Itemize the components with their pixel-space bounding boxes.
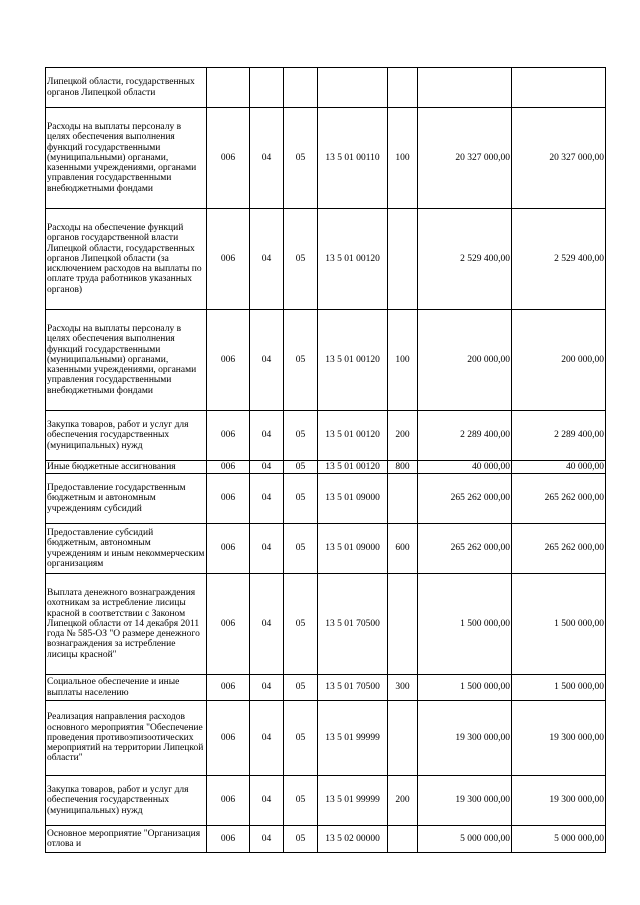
ministry-code: 006 — [207, 701, 250, 776]
expense-type — [388, 701, 418, 776]
target-article: 13 5 01 00120 — [318, 461, 388, 474]
subsection-code: 05 — [284, 461, 318, 474]
section-code: 04 — [250, 826, 284, 853]
subsection-code: 05 — [284, 524, 318, 574]
table-row — [46, 701, 606, 776]
expense-type: 600 — [388, 524, 418, 574]
amount-2: 2 289 400,00 — [512, 411, 606, 461]
amount-2: 1 500 000,00 — [512, 574, 606, 675]
table-row — [46, 68, 606, 108]
target-article — [318, 68, 388, 108]
table-row — [46, 574, 606, 675]
section-code: 04 — [250, 474, 284, 524]
row-name: Расходы на выплаты персоналу в целях обеспечения выполнения функций государственными (муниципальными) органами, казенными учреждениями, органами управления государственными внебюджетными фондами — [46, 310, 207, 411]
amount: 20 327 000,00 — [418, 108, 512, 209]
row-name: Закупка товаров, работ и услуг для обеспечения государственных (муниципальных) нужд — [46, 776, 207, 826]
expense-type — [388, 826, 418, 853]
section-code: 04 — [250, 411, 284, 461]
table-row — [46, 411, 606, 461]
subsection-code: 05 — [284, 474, 318, 524]
ministry-code: 006 — [207, 411, 250, 461]
table-row — [46, 108, 606, 209]
amount-2: 1 500 000,00 — [512, 675, 606, 701]
row-name: Закупка товаров, работ и услуг для обеспечения государственных (муниципальных) нужд — [46, 411, 207, 461]
section-code: 04 — [250, 524, 284, 574]
ministry-code: 006 — [207, 461, 250, 474]
row-name: Расходы на обеспечение функций органов государственной власти Липецкой области, государственных органов Липецкой области (за исключением расходов на выплаты по оплате труда работников указанных органов) — [46, 209, 207, 310]
subsection-code: 05 — [284, 776, 318, 826]
expense-type: 800 — [388, 461, 418, 474]
amount: 2 289 400,00 — [418, 411, 512, 461]
ministry-code: 006 — [207, 574, 250, 675]
subsection-code: 05 — [284, 574, 318, 675]
amount-2: 19 300 000,00 — [512, 776, 606, 826]
target-article: 13 5 01 70500 — [318, 675, 388, 701]
section-code: 04 — [250, 461, 284, 474]
expense-type — [388, 474, 418, 524]
row-name: Основное мероприятие "Организация отлова и — [46, 826, 207, 853]
amount-2: 40 000,00 — [512, 461, 606, 474]
amount: 2 529 400,00 — [418, 209, 512, 310]
amount-2: 265 262 000,00 — [512, 524, 606, 574]
amount: 5 000 000,00 — [418, 826, 512, 853]
target-article: 13 5 01 09000 — [318, 524, 388, 574]
subsection-code: 05 — [284, 826, 318, 853]
amount-2: 200 000,00 — [512, 310, 606, 411]
target-article: 13 5 01 99999 — [318, 701, 388, 776]
section-code: 04 — [250, 209, 284, 310]
section-code: 04 — [250, 675, 284, 701]
amount-2 — [512, 68, 606, 108]
subsection-code: 05 — [284, 675, 318, 701]
amount-2: 265 262 000,00 — [512, 474, 606, 524]
amount-2: 5 000 000,00 — [512, 826, 606, 853]
table-body — [46, 68, 606, 853]
ministry-code: 006 — [207, 108, 250, 209]
target-article: 13 5 01 00120 — [318, 411, 388, 461]
ministry-code: 006 — [207, 474, 250, 524]
row-name: Реализация направления расходов основного мероприятия "Обеспечение проведения противоэпизоотических мероприятий на территории Липецкой области" — [46, 701, 207, 776]
section-code: 04 — [250, 310, 284, 411]
ministry-code: 006 — [207, 776, 250, 826]
row-name: Расходы на выплаты персоналу в целях обеспечения выполнения функций государственными (муниципальными) органами, казенными учреждениями, органами управления государственными внебюджетными фондами — [46, 108, 207, 209]
table-row — [46, 461, 606, 474]
subsection-code: 05 — [284, 701, 318, 776]
expense-type — [388, 209, 418, 310]
target-article: 13 5 01 09000 — [318, 474, 388, 524]
amount: 265 262 000,00 — [418, 524, 512, 574]
subsection-code: 05 — [284, 411, 318, 461]
row-name: Предоставление государственным бюджетным и автономным учреждениям субсидий — [46, 474, 207, 524]
subsection-code: 05 — [284, 108, 318, 209]
row-name: Липецкой области, государственных органов Липецкой области — [46, 68, 207, 108]
target-article: 13 5 01 99999 — [318, 776, 388, 826]
row-name: Предоставление субсидий бюджетным, автономным учреждениям и иным некоммерческим организациям — [46, 524, 207, 574]
section-code: 04 — [250, 776, 284, 826]
target-article: 13 5 01 00120 — [318, 310, 388, 411]
amount — [418, 68, 512, 108]
amount: 1 500 000,00 — [418, 574, 512, 675]
subsection-code: 05 — [284, 209, 318, 310]
table-row — [46, 209, 606, 310]
subsection-code — [284, 68, 318, 108]
amount: 19 300 000,00 — [418, 776, 512, 826]
target-article: 13 5 02 00000 — [318, 826, 388, 853]
amount: 40 000,00 — [418, 461, 512, 474]
expense-type: 100 — [388, 108, 418, 209]
section-code: 04 — [250, 701, 284, 776]
amount-2: 19 300 000,00 — [512, 701, 606, 776]
amount: 1 500 000,00 — [418, 675, 512, 701]
table-row — [46, 524, 606, 574]
section-code — [250, 68, 284, 108]
target-article: 13 5 01 70500 — [318, 574, 388, 675]
expense-type: 200 — [388, 776, 418, 826]
expense-type — [388, 574, 418, 675]
amount-2: 20 327 000,00 — [512, 108, 606, 209]
table-row — [46, 776, 606, 826]
amount-2: 2 529 400,00 — [512, 209, 606, 310]
ministry-code: 006 — [207, 209, 250, 310]
expense-type: 200 — [388, 411, 418, 461]
row-name: Социальное обеспечение и иные выплаты населению — [46, 675, 207, 701]
section-code: 04 — [250, 574, 284, 675]
section-code: 04 — [250, 108, 284, 209]
table-row — [46, 310, 606, 411]
table-row — [46, 675, 606, 701]
ministry-code: 006 — [207, 826, 250, 853]
ministry-code: 006 — [207, 675, 250, 701]
amount: 200 000,00 — [418, 310, 512, 411]
ministry-code — [207, 68, 250, 108]
target-article: 13 5 01 00110 — [318, 108, 388, 209]
row-name: Выплата денежного вознаграждения охотникам за истребление лисицы красной в соответствии с Законом Липецкой области от 14 декабря 2011 года № 585-ОЗ "О размере денежного вознаграждения за истребление лисицы красной" — [46, 574, 207, 675]
expense-type: 100 — [388, 310, 418, 411]
target-article: 13 5 01 00120 — [318, 209, 388, 310]
row-name: Иные бюджетные ассигнования — [46, 461, 207, 474]
amount: 265 262 000,00 — [418, 474, 512, 524]
table-row — [46, 826, 606, 853]
budget-table — [45, 67, 606, 853]
amount: 19 300 000,00 — [418, 701, 512, 776]
expense-type: 300 — [388, 675, 418, 701]
ministry-code: 006 — [207, 524, 250, 574]
expense-type — [388, 68, 418, 108]
table-row — [46, 474, 606, 524]
subsection-code: 05 — [284, 310, 318, 411]
ministry-code: 006 — [207, 310, 250, 411]
